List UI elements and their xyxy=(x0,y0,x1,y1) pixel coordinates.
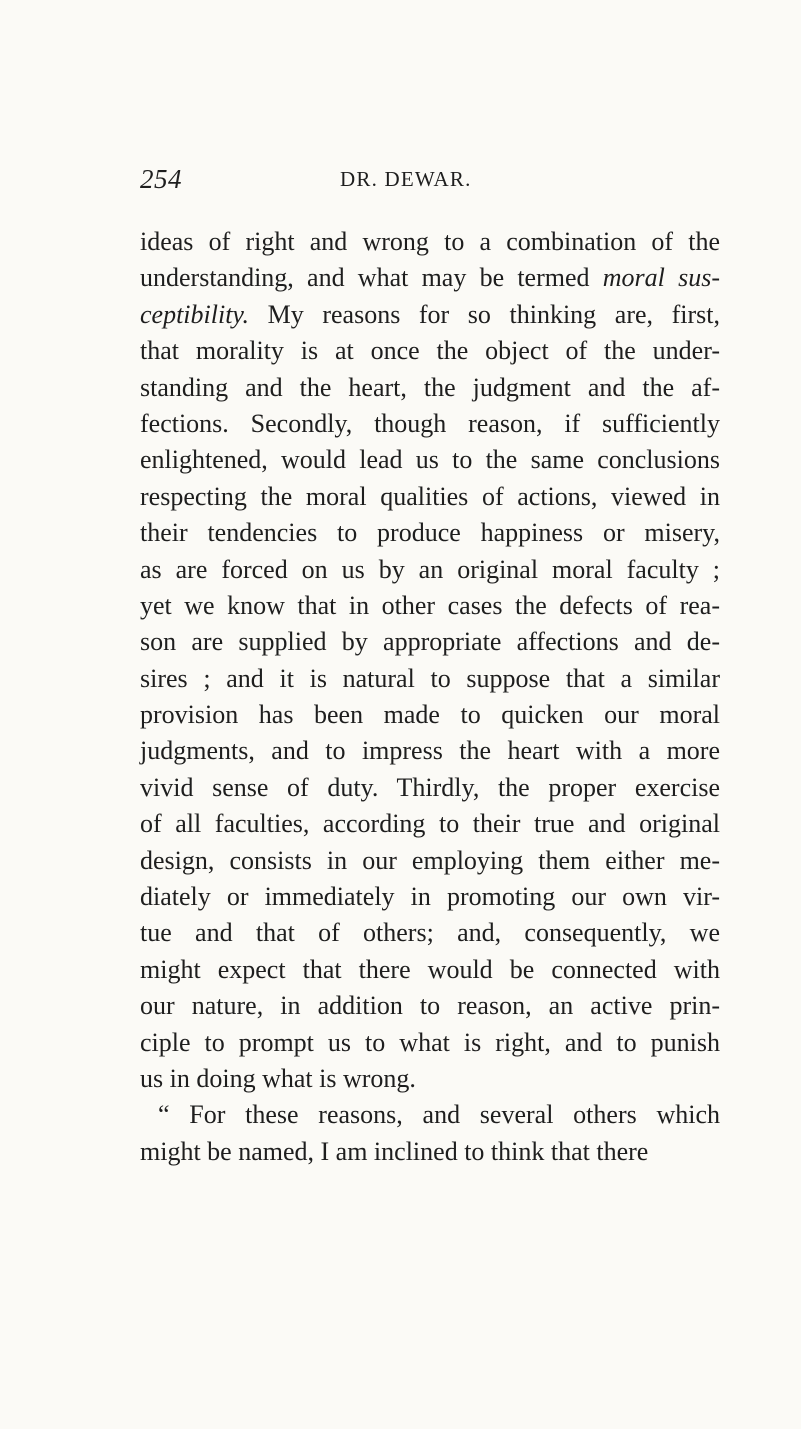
text-line: provision has been made to quicken our moral xyxy=(140,700,720,730)
text-line: “ For these reasons, and several others which xyxy=(158,1100,720,1130)
text-line: ideas of right and wrong to a combination of the xyxy=(140,227,720,256)
text-line: our nature, in addition to reason, an active prin- xyxy=(140,991,720,1021)
text-line: ciple to prompt us to what is right, and to punish xyxy=(140,1027,720,1057)
text-line: ceptibility. My reasons for so thinking are, first, xyxy=(140,299,720,329)
text-line: of all faculties, according to their true and original xyxy=(140,809,720,839)
text-line: respecting the moral qualities of actions, viewed in xyxy=(140,481,720,511)
text-line: diately or immediately in promoting our own vir- xyxy=(140,882,720,912)
text-line: judgments, and to impress the heart with a more xyxy=(140,736,720,766)
italic-term: ceptibility. xyxy=(140,299,250,329)
running-head xyxy=(140,164,720,194)
text-line: sires ; and it is natural to suppose that a similar xyxy=(140,663,720,693)
text-line: son are supplied by appropriate affections and de- xyxy=(140,627,720,657)
page-number: 254 xyxy=(140,164,182,194)
text-line: design, consists in our employing them either me- xyxy=(140,845,720,875)
text-line: standing and the heart, the judgment and the af- xyxy=(140,372,720,402)
text-line: fections. Secondly, though reason, if sufficiently xyxy=(140,408,720,438)
text-line: their tendencies to produce happiness or misery, xyxy=(140,518,720,548)
text-line: tue and that of others; and, consequently, we xyxy=(140,918,720,948)
text-line: vivid sense of duty. Thirdly, the proper exercise xyxy=(140,772,720,802)
text-line: us in doing what is wrong. xyxy=(140,1063,416,1093)
italic-term: moral sus- xyxy=(602,263,721,293)
text-line: as are forced on us by an original moral faculty ; xyxy=(140,554,720,584)
text-line: might expect that there would be connected with xyxy=(140,954,720,984)
text-line: understanding, and what may be termed moral sus- xyxy=(140,263,721,293)
text-line: that morality is at once the object of the under- xyxy=(140,336,720,366)
body-text xyxy=(140,224,720,1170)
text-line: yet we know that in other cases the defects of rea- xyxy=(140,590,720,620)
text-line: might be named, I am inclined to think that there xyxy=(140,1136,649,1166)
text-line: enlightened, would lead us to the same conclusions xyxy=(140,445,720,475)
running-title: DR. DEWAR. xyxy=(340,167,472,191)
